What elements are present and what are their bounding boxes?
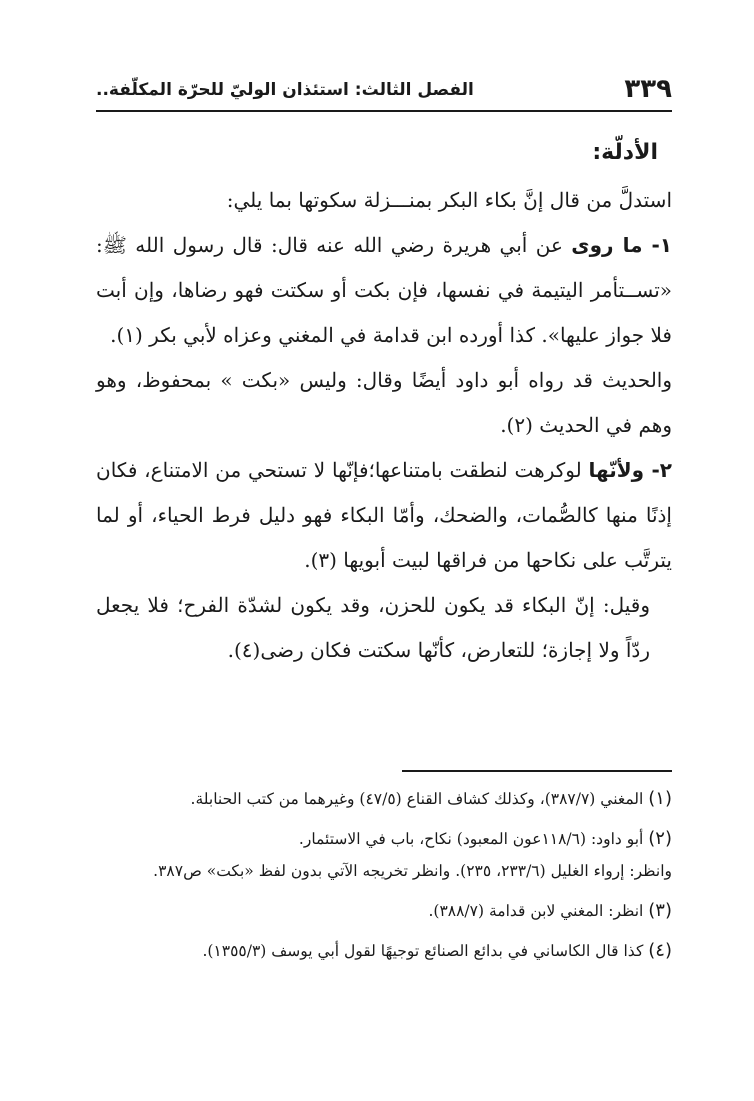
footnotes [96,785,672,965]
evidence-2-lead: ٢- ولأنّها [588,458,673,482]
footnote-1-number: (١) [648,788,672,809]
paragraph-evidence-2 [96,448,672,583]
paragraph-hadith-note: والحديث قد رواه أبو داود أيضًا وقال: وليس «بكت » بمحفوظ، وهو وهم في الحديث (٢). [96,368,672,437]
running-header [96,70,672,112]
paragraph-intro: استدلَّ من قال إنَّ بكاء البكر بمنـــزلة سكوتها بما يلي: [226,188,672,212]
evidence-1-lead: ١- ما روى [571,233,672,257]
section-heading: الأدلّة: [592,140,658,165]
evidence-2-text: لوكرهت لنطقت بامتناعها؛فإنّها لا تستحي من الامتناع، فكان إذنًا منها كالصُّمات، والضحك، وأمّا البكاء فهو دليل فرط الحياء، أو لما يترتَّب على نكاحها من فراقها لبيت أبويها (٣). [96,458,672,572]
footnote-4-number: (٤) [648,940,672,961]
main-text [96,128,672,673]
footnote-4 [96,937,672,965]
paragraph-evidence-1 [96,223,672,358]
page-number: ٣٣٩ [624,74,672,104]
paragraph-counter-opinion: وقيل: إنّ البكاء قد يكون للحزن، وقد يكون لشدّة الفرح؛ فلا يجعل ردّاً ولا إجازة؛ للتعارض، كأنّها سكتت فكان رضى(٤). [96,593,650,662]
footnote-3-number: (٣) [648,900,672,921]
footnote-2-text: أبو داود: (١١٨/٦عون المعبود) نكاح، باب في الاستئمار. [298,830,649,848]
chapter-title: الفصل الثالث: استئذان الوليّ للحرّة المكلّفة.. [96,80,474,100]
footnote-2 [96,825,672,853]
footnote-divider [402,770,672,772]
evidence-1-text: عن أبي هريرة رضي الله عنه قال: قال رسول الله ﷺ: «تســتأمر اليتيمة في نفسها، فإن بكت أو سكتت فهو رضاها، وإن أبت فلا جواز عليها». كذا أورده ابن قدامة في المغني وعزاه لأبي بكر (١). [96,233,672,347]
footnote-3-text: انظر: المغني لابن قدامة (٣٨٨/٧). [428,902,649,920]
footnote-4-text: كذا قال الكاساني في بدائع الصنائع توجيهًا لقول أبي يوسف (١٣٥٥/٣). [202,942,649,960]
footnote-2-continuation: وانظر: إرواء الغليل (٢٣٣/٦، ٢٣٥). وانظر تخريجه الآتي بدون لفظ «بكت» ص٣٨٧. [153,862,672,880]
footnote-1-text: المغني (٣٨٧/٧)، وكذلك كشاف القناع (٤٧/٥) وغيرهما من كتب الحنابلة. [190,790,649,808]
footnote-2-number: (٢) [648,828,672,849]
footnote-3 [96,897,672,925]
footnote-1 [96,785,672,813]
